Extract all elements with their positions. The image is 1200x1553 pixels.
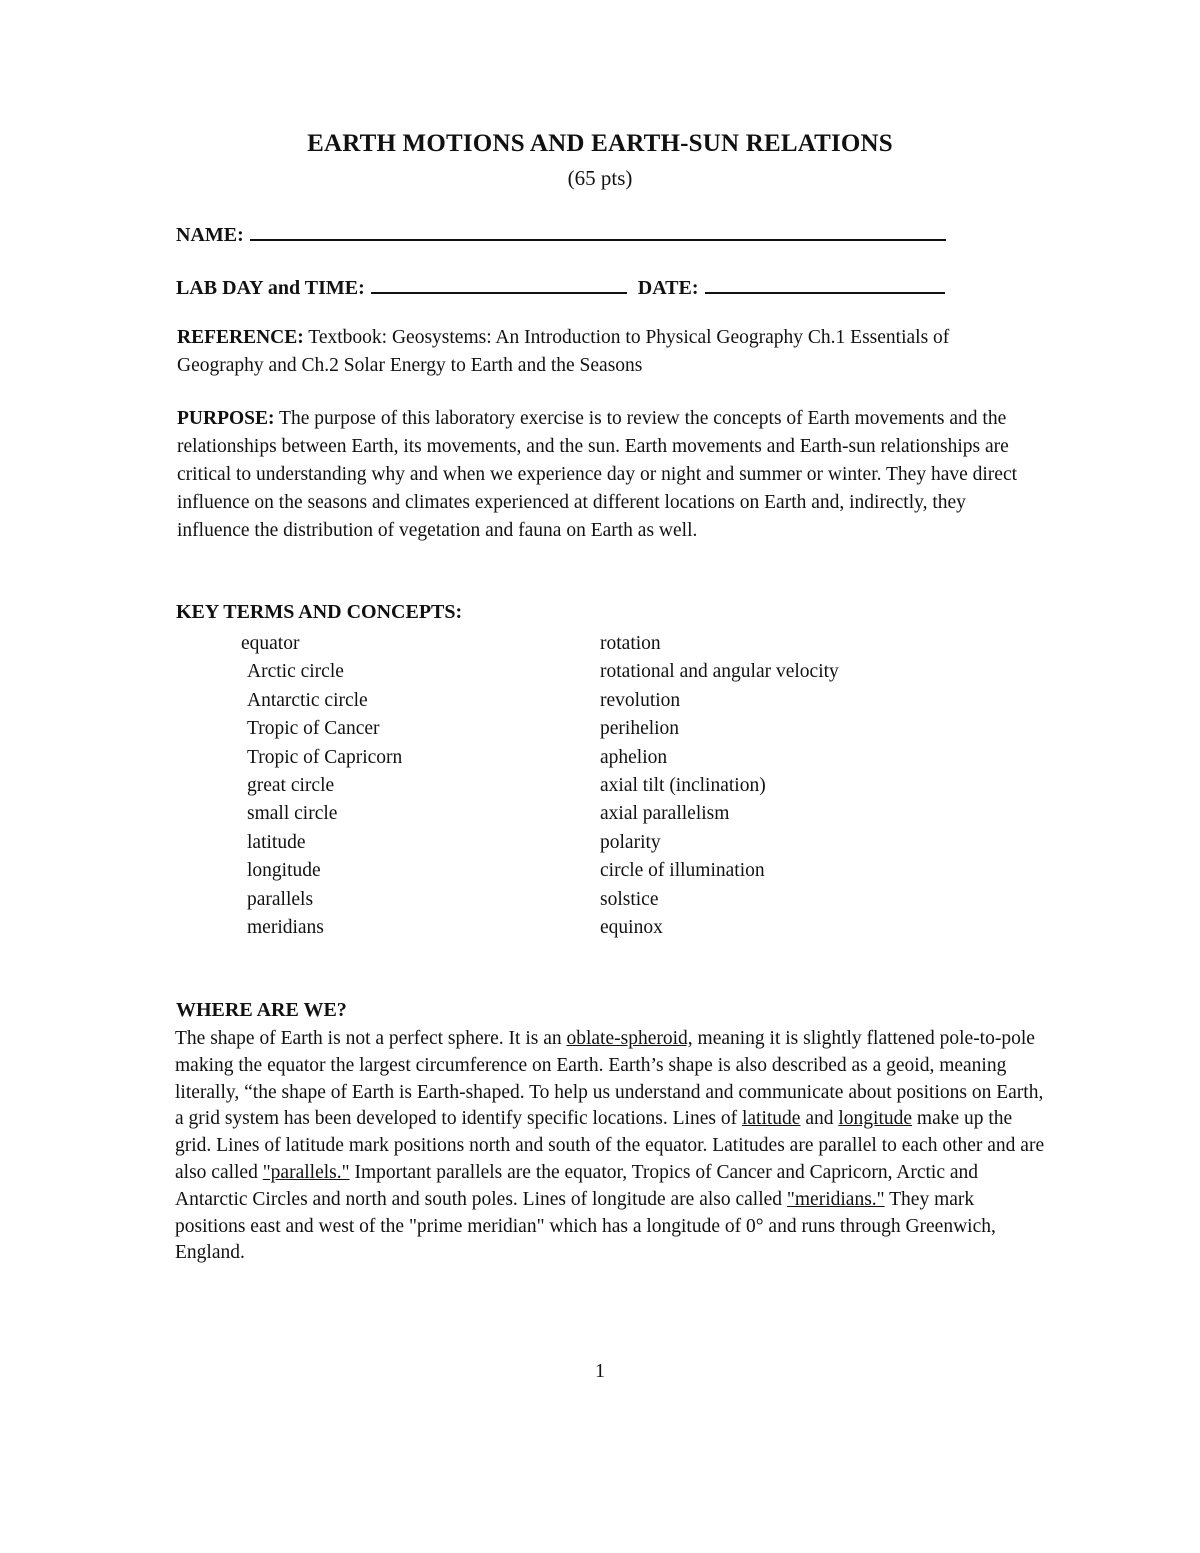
labday-label: LAB DAY and TIME: — [176, 277, 365, 299]
reference-label: REFERENCE: — [177, 327, 304, 348]
name-blank[interactable] — [250, 221, 946, 241]
where-text-1: The shape of Earth is not a perfect sphere. It is an — [175, 1028, 567, 1049]
term-latitude: latitude — [741, 1108, 801, 1130]
list-item: Antarctic circle — [247, 689, 368, 711]
list-item: polarity — [600, 831, 661, 853]
list-item: equator — [241, 633, 300, 654]
term-oblate-spheroid: oblate-spheroid, — [566, 1028, 693, 1049]
purpose-text: The purpose of this laboratory exercise is to review the concepts of Earth movements and the relationships between Earth, its movements, and the sun. Earth movements and Earth-sun relationships are critical to understanding why and when we experience day or night and summer or winter. They have direct influence on the seasons and climates experienced at different locations on Earth and, indirectly, they influence the distribution of vegetation and fauna on Earth as well. — [177, 408, 1018, 541]
name-label: NAME: — [176, 224, 244, 246]
document-title: EARTH MOTIONS AND EARTH-SUN RELATIONS — [307, 130, 893, 157]
list-item: axial tilt (inclination) — [600, 775, 766, 797]
where-text-6: They mark positions east and west of the "prime meridian" which has a longitude of 0° and runs through Greenwich, England. — [175, 1188, 996, 1264]
list-item: latitude — [247, 831, 306, 853]
reference-paragraph — [177, 324, 1037, 380]
date-blank[interactable] — [705, 274, 945, 294]
term-longitude: longitude — [838, 1108, 913, 1130]
key-terms-left-list — [241, 630, 403, 942]
where-are-we-paragraph — [175, 1026, 1045, 1267]
list-item: solstice — [600, 888, 659, 910]
list-item: longitude — [247, 860, 321, 882]
list-item: circle of illumination — [600, 860, 765, 882]
points-total: (65 pts) — [567, 166, 633, 190]
list-item: perihelion — [600, 718, 680, 740]
list-item: meridians — [247, 917, 324, 939]
list-item: great circle — [247, 775, 335, 797]
page-number: 1 — [595, 1360, 605, 1382]
term-parallels: "parallels." — [262, 1161, 350, 1183]
list-item: aphelion — [600, 746, 668, 768]
purpose-paragraph — [177, 405, 1037, 545]
key-terms-heading: KEY TERMS AND CONCEPTS: — [176, 601, 463, 623]
list-item: rotation — [600, 633, 661, 654]
name-field — [176, 221, 946, 247]
list-item: rotational and angular velocity — [600, 661, 839, 683]
where-text-4: make up the grid. Lines of latitude mark positions north and south of the equator. Latitudes are parallel to each other and are also called — [175, 1108, 1045, 1183]
list-item: Tropic of Cancer — [247, 718, 380, 740]
where-text-3: and — [800, 1108, 839, 1130]
key-terms-right-list — [600, 630, 839, 942]
list-item: axial parallelism — [600, 803, 730, 825]
where-text-5: Important parallels are the equator, Tropics of Cancer and Capricorn, Arctic and Antarctic Circles and north and south poles. Lines of longitude are also called — [175, 1161, 979, 1210]
labday-date-field — [176, 274, 945, 300]
list-item: equinox — [600, 917, 663, 939]
purpose-label: PURPOSE: — [177, 408, 275, 429]
list-item: small circle — [247, 803, 338, 825]
labday-blank[interactable] — [371, 274, 627, 294]
date-label: DATE: — [637, 277, 699, 299]
term-meridians: "meridians." — [786, 1188, 885, 1210]
list-item: Tropic of Capricorn — [247, 746, 403, 768]
list-item: parallels — [247, 888, 314, 910]
where-are-we-heading: WHERE ARE WE? — [176, 999, 347, 1021]
reference-text: Textbook: Geosystems: An Introduction to Physical Geography Ch.1 Essentials of Geography and Ch.2 Solar Energy to Earth and the Seasons — [177, 327, 950, 376]
list-item: revolution — [600, 689, 681, 711]
list-item: Arctic circle — [247, 661, 344, 683]
where-text-2: meaning it is slightly flattened pole-to-pole making the equator the largest circumference on Earth. Earth’s shape is also described as a geoid, meaning literally, “the shape of Earth is Earth-shaped. To help us understand and communicate about positions on Earth, a grid system has been developed to identify specific locations. Lines of — [175, 1028, 1044, 1130]
